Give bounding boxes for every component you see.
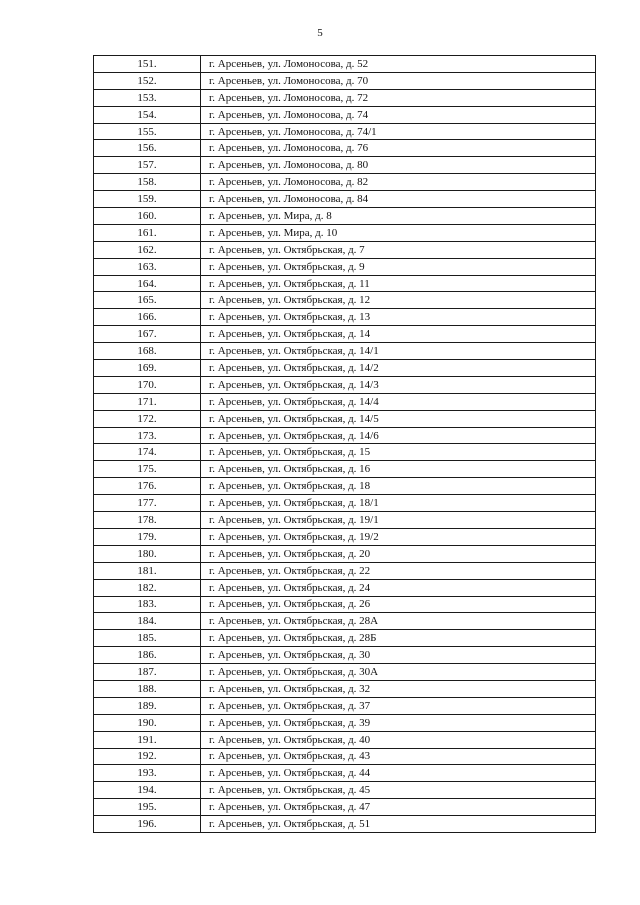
- row-address: г. Арсеньев, ул. Октябрьская, д. 14/4: [201, 393, 596, 410]
- table-row: [94, 72, 596, 89]
- row-address: г. Арсеньев, ул. Октябрьская, д. 9: [201, 258, 596, 275]
- address-table: [93, 55, 596, 833]
- row-address: г. Арсеньев, ул. Октябрьская, д. 28Б: [201, 630, 596, 647]
- table-row: [94, 258, 596, 275]
- row-number: 175.: [94, 461, 201, 478]
- row-address: г. Арсеньев, ул. Октябрьская, д. 20: [201, 545, 596, 562]
- row-address: г. Арсеньев, ул. Октябрьская, д. 30: [201, 647, 596, 664]
- table-row: [94, 748, 596, 765]
- row-number: 160.: [94, 208, 201, 225]
- table-row: [94, 157, 596, 174]
- row-address: г. Арсеньев, ул. Октябрьская, д. 14/6: [201, 427, 596, 444]
- row-number: 185.: [94, 630, 201, 647]
- table-row: [94, 731, 596, 748]
- table-row: [94, 326, 596, 343]
- row-number: 154.: [94, 106, 201, 123]
- row-number: 161.: [94, 224, 201, 241]
- table-row: [94, 562, 596, 579]
- table-row: [94, 106, 596, 123]
- row-number: 168.: [94, 343, 201, 360]
- row-address: г. Арсеньев, ул. Октябрьская, д. 45: [201, 782, 596, 799]
- row-address: г. Арсеньев, ул. Октябрьская, д. 15: [201, 444, 596, 461]
- row-address: г. Арсеньев, ул. Октябрьская, д. 43: [201, 748, 596, 765]
- row-number: 162.: [94, 241, 201, 258]
- table-row: [94, 123, 596, 140]
- row-number: 194.: [94, 782, 201, 799]
- row-address: г. Арсеньев, ул. Ломоносова, д. 76: [201, 140, 596, 157]
- table-row: [94, 461, 596, 478]
- row-address: г. Арсеньев, ул. Ломоносова, д. 84: [201, 191, 596, 208]
- row-number: 192.: [94, 748, 201, 765]
- row-number: 177.: [94, 495, 201, 512]
- row-address: г. Арсеньев, ул. Ломоносова, д. 52: [201, 56, 596, 73]
- table-row: [94, 630, 596, 647]
- row-address: г. Арсеньев, ул. Октябрьская, д. 24: [201, 579, 596, 596]
- table-row: [94, 444, 596, 461]
- row-number: 180.: [94, 545, 201, 562]
- table-row: [94, 664, 596, 681]
- table-row: [94, 545, 596, 562]
- row-number: 184.: [94, 613, 201, 630]
- row-number: 190.: [94, 714, 201, 731]
- row-number: 172.: [94, 410, 201, 427]
- page-number: 5: [317, 27, 323, 39]
- table-row: [94, 782, 596, 799]
- row-address: г. Арсеньев, ул. Мира, д. 8: [201, 208, 596, 225]
- table-row: [94, 816, 596, 833]
- row-address: г. Арсеньев, ул. Октябрьская, д. 13: [201, 309, 596, 326]
- table-row: [94, 275, 596, 292]
- row-number: 191.: [94, 731, 201, 748]
- row-address: г. Арсеньев, ул. Ломоносова, д. 70: [201, 72, 596, 89]
- row-address: г. Арсеньев, ул. Октябрьская, д. 14/3: [201, 376, 596, 393]
- table-row: [94, 680, 596, 697]
- row-address: г. Арсеньев, ул. Ломоносова, д. 72: [201, 89, 596, 106]
- row-address: г. Арсеньев, ул. Октябрьская, д. 19/2: [201, 528, 596, 545]
- row-number: 179.: [94, 528, 201, 545]
- table-row: [94, 360, 596, 377]
- table-row: [94, 208, 596, 225]
- table-row: [94, 478, 596, 495]
- row-number: 157.: [94, 157, 201, 174]
- row-number: 166.: [94, 309, 201, 326]
- row-number: 153.: [94, 89, 201, 106]
- row-number: 167.: [94, 326, 201, 343]
- row-number: 182.: [94, 579, 201, 596]
- table-row: [94, 56, 596, 73]
- row-address: г. Арсеньев, ул. Октябрьская, д. 18: [201, 478, 596, 495]
- table-row: [94, 343, 596, 360]
- table-row: [94, 376, 596, 393]
- row-address: г. Арсеньев, ул. Октябрьская, д. 51: [201, 816, 596, 833]
- table-row: [94, 647, 596, 664]
- row-address: г. Арсеньев, ул. Октябрьская, д. 7: [201, 241, 596, 258]
- row-number: 173.: [94, 427, 201, 444]
- table-row: [94, 241, 596, 258]
- table-row: [94, 799, 596, 816]
- row-number: 169.: [94, 360, 201, 377]
- row-number: 195.: [94, 799, 201, 816]
- row-address: г. Арсеньев, ул. Октябрьская, д. 28А: [201, 613, 596, 630]
- row-number: 187.: [94, 664, 201, 681]
- row-address: г. Арсеньев, ул. Октябрьская, д. 19/1: [201, 512, 596, 529]
- row-number: 174.: [94, 444, 201, 461]
- row-address: г. Арсеньев, ул. Октябрьская, д. 26: [201, 596, 596, 613]
- row-number: 188.: [94, 680, 201, 697]
- table-row: [94, 224, 596, 241]
- row-address: г. Арсеньев, ул. Октябрьская, д. 32: [201, 680, 596, 697]
- table-row: [94, 613, 596, 630]
- row-number: 156.: [94, 140, 201, 157]
- row-address: г. Арсеньев, ул. Октябрьская, д. 30А: [201, 664, 596, 681]
- row-number: 151.: [94, 56, 201, 73]
- row-number: 155.: [94, 123, 201, 140]
- row-number: 181.: [94, 562, 201, 579]
- table-row: [94, 528, 596, 545]
- row-address: г. Арсеньев, ул. Октябрьская, д. 47: [201, 799, 596, 816]
- table-row: [94, 191, 596, 208]
- table-row: [94, 427, 596, 444]
- table-row: [94, 393, 596, 410]
- row-number: 178.: [94, 512, 201, 529]
- row-number: 158.: [94, 174, 201, 191]
- row-number: 176.: [94, 478, 201, 495]
- row-address: г. Арсеньев, ул. Октябрьская, д. 14: [201, 326, 596, 343]
- row-number: 196.: [94, 816, 201, 833]
- row-address: г. Арсеньев, ул. Октябрьская, д. 14/2: [201, 360, 596, 377]
- row-address: г. Арсеньев, ул. Ломоносова, д. 74: [201, 106, 596, 123]
- row-address: г. Арсеньев, ул. Октябрьская, д. 18/1: [201, 495, 596, 512]
- table-row: [94, 495, 596, 512]
- row-address: г. Арсеньев, ул. Октябрьская, д. 22: [201, 562, 596, 579]
- row-number: 186.: [94, 647, 201, 664]
- table-row: [94, 174, 596, 191]
- row-number: 183.: [94, 596, 201, 613]
- row-address: г. Арсеньев, ул. Мира, д. 10: [201, 224, 596, 241]
- row-address: г. Арсеньев, ул. Октябрьская, д. 12: [201, 292, 596, 309]
- row-number: 152.: [94, 72, 201, 89]
- row-number: 171.: [94, 393, 201, 410]
- table-row: [94, 292, 596, 309]
- table-row: [94, 714, 596, 731]
- table-row: [94, 512, 596, 529]
- address-table-body: [94, 56, 596, 833]
- table-row: [94, 697, 596, 714]
- row-address: г. Арсеньев, ул. Октябрьская, д. 14/1: [201, 343, 596, 360]
- table-row: [94, 140, 596, 157]
- row-address: г. Арсеньев, ул. Октябрьская, д. 14/5: [201, 410, 596, 427]
- table-row: [94, 410, 596, 427]
- table-row: [94, 596, 596, 613]
- table-row: [94, 89, 596, 106]
- row-number: 165.: [94, 292, 201, 309]
- row-number: 189.: [94, 697, 201, 714]
- row-address: г. Арсеньев, ул. Ломоносова, д. 74/1: [201, 123, 596, 140]
- row-address: г. Арсеньев, ул. Октябрьская, д. 16: [201, 461, 596, 478]
- row-number: 163.: [94, 258, 201, 275]
- row-address: г. Арсеньев, ул. Октябрьская, д. 37: [201, 697, 596, 714]
- row-number: 159.: [94, 191, 201, 208]
- row-address: г. Арсеньев, ул. Октябрьская, д. 40: [201, 731, 596, 748]
- table-row: [94, 579, 596, 596]
- row-number: 170.: [94, 376, 201, 393]
- row-number: 164.: [94, 275, 201, 292]
- row-number: 193.: [94, 765, 201, 782]
- row-address: г. Арсеньев, ул. Октябрьская, д. 44: [201, 765, 596, 782]
- row-address: г. Арсеньев, ул. Октябрьская, д. 39: [201, 714, 596, 731]
- row-address: г. Арсеньев, ул. Октябрьская, д. 11: [201, 275, 596, 292]
- table-row: [94, 765, 596, 782]
- row-address: г. Арсеньев, ул. Ломоносова, д. 82: [201, 174, 596, 191]
- row-address: г. Арсеньев, ул. Ломоносова, д. 80: [201, 157, 596, 174]
- table-row: [94, 309, 596, 326]
